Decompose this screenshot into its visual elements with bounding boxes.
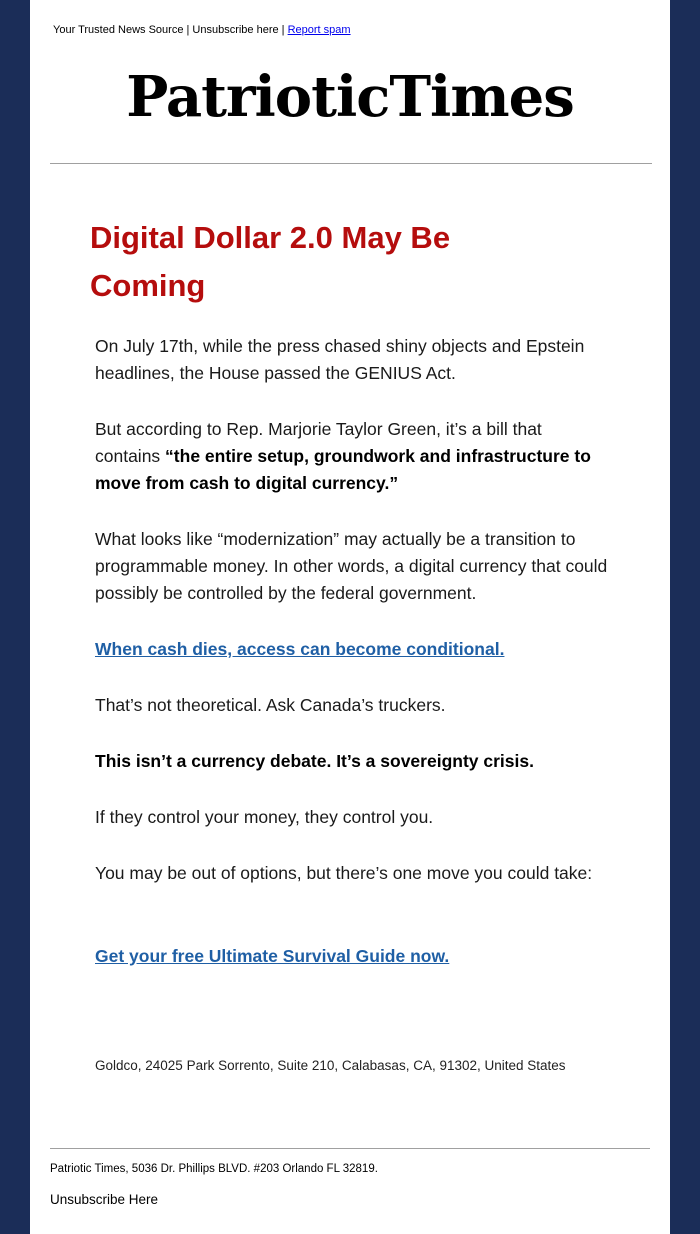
cash-dies-link[interactable]: When cash dies, access can become conditional. (95, 639, 505, 659)
paragraph-7: You may be out of options, but there’s one move you could take: (95, 863, 593, 883)
paragraph-2-quote: “the entire setup, groundwork and infrastructure to move from cash to digital currency.” (95, 446, 591, 493)
preheader-bar (53, 24, 351, 36)
article-headline: Digital Dollar 2.0 May Be Coming (90, 220, 451, 303)
paragraph-1: On July 17th, while the press chased shiny objects and Epstein headlines, the House passed the GENIUS Act. (95, 336, 585, 383)
report-spam-link[interactable]: Report spam (287, 24, 351, 36)
link-paragraph-2 (95, 943, 610, 970)
email-container (30, 0, 670, 1234)
paragraph-3: What looks like “modernization” may actually be a transition to programmable money. In other words, a digital currency that could possibly be controlled by the federal government. (95, 529, 608, 603)
preheader-text: Your Trusted News Source | Unsubscribe here | (53, 24, 288, 36)
unsubscribe-link[interactable]: Unsubscribe Here (50, 1192, 159, 1207)
paragraph-2 (95, 416, 610, 497)
survival-guide-link[interactable]: Get your free Ultimate Survival Guide now. (95, 946, 450, 966)
link-paragraph-1 (95, 636, 610, 663)
masthead-logo: PatrioticTimes (126, 64, 574, 130)
sovereignty-statement: This isn’t a currency debate. It’s a sovereignty crisis. (95, 751, 534, 771)
footer-address: Patriotic Times, 5036 Dr. Phillips BLVD. #203 Orlando FL 32819. (50, 1163, 378, 1175)
paragraph-5 (95, 748, 610, 775)
footer-divider (50, 1148, 650, 1149)
paragraph-6: If they control your money, they control you. (95, 807, 434, 827)
header-divider (50, 163, 652, 164)
sponsor-address: Goldco, 24025 Park Sorrento, Suite 210, Calabasas, CA, 91302, United States (95, 1058, 566, 1073)
paragraph-4: That’s not theoretical. Ask Canada’s truckers. (95, 695, 446, 715)
paragraph-2-text: But according to Rep. Marjorie Taylor Green, it’s a bill that contains (95, 419, 542, 466)
